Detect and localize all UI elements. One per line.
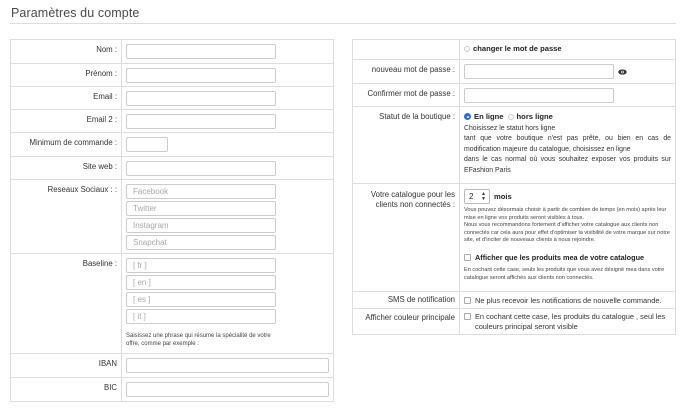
nom-input[interactable] (126, 44, 276, 59)
mea-only-help: En cochant cette case, seuls les produits que vous avez désigné mea dans votre catalogue seront affichés aux clients non connectés. (464, 266, 665, 281)
site-label: Site web : (11, 157, 122, 180)
new-password-input[interactable] (464, 64, 614, 79)
mea-only-label: Afficher que les produits mea de votre catalogue (475, 252, 645, 262)
status-help (464, 124, 671, 176)
email-label: Email : (11, 87, 122, 110)
status-online-label: En ligne (474, 112, 504, 121)
bic-label: BIC (11, 378, 122, 402)
status-help-line2: tant que votre boutique n'est pas prête, ou bien en cas de modification majeure du catalogue, choisissez en ligne (464, 135, 671, 153)
status-online-radio[interactable] (464, 113, 471, 120)
baseline-it-input[interactable] (126, 309, 276, 324)
change-password-label: changer le mot de passe (473, 44, 562, 53)
nom-row (11, 40, 334, 64)
prenom-label: Prénom : (11, 64, 122, 87)
iban-input[interactable] (126, 358, 329, 373)
account-settings-table (352, 39, 676, 335)
instagram-input[interactable] (126, 218, 276, 233)
minimum-row (11, 133, 334, 157)
show-password-icon[interactable] (618, 69, 627, 75)
baseline-fr-input[interactable] (126, 258, 276, 273)
catalogue-months-value: 2 (469, 192, 474, 201)
iban-row (11, 354, 334, 378)
couleur-row (353, 309, 676, 335)
site-input[interactable] (126, 161, 276, 176)
page-title: Paramètres du compte (11, 6, 140, 20)
change-password-row (353, 40, 676, 60)
minimum-input[interactable] (126, 137, 168, 152)
couleur-label: Afficher couleur principale (353, 309, 460, 335)
email2-row (11, 110, 334, 133)
stepper-arrows-icon: ▲ ▼ (481, 190, 486, 202)
sms-label: SMS de notification (353, 292, 460, 309)
mea-only-checkbox[interactable] (464, 254, 471, 261)
baseline-es-input[interactable] (126, 292, 276, 307)
site-row (11, 157, 334, 180)
catalogue-help2: Nous vous recommandons fortement d'afficher votre catalogue aux clients non connectés car cela aura pour effet d'optimiser la visibilité de votre marque sur notre site, et d'inciter de nouveaux clients à nous rejoindre. (464, 222, 670, 244)
email-input[interactable] (126, 91, 276, 106)
nom-label: Nom : (11, 40, 122, 64)
new-password-row (353, 60, 676, 84)
sms-row (353, 292, 676, 309)
baseline-en-input[interactable] (126, 275, 276, 290)
email-row (11, 87, 334, 110)
account-info-table (10, 39, 334, 402)
catalogue-label: Votre catalogue pour les clients non connectés : (353, 184, 460, 292)
bic-row (11, 378, 334, 402)
confirm-password-input[interactable] (464, 88, 614, 103)
status-offline-label: hors ligne (516, 112, 553, 121)
minimum-label: Minimum de commande : (11, 133, 122, 157)
baseline-label: Baseline : (11, 254, 122, 354)
catalogue-unit: mois (494, 192, 512, 201)
baseline-row (11, 254, 334, 354)
prenom-row (11, 64, 334, 87)
title-divider (10, 23, 676, 24)
sms-text: Ne plus recevoir les notifications de nouvelle commande. (475, 296, 662, 305)
social-row (11, 180, 334, 254)
couleur-text: En cochant cette case, les produits du catalogue , seul les couleurs principal seront visible (475, 312, 666, 331)
twitter-input[interactable] (126, 201, 276, 216)
status-row (353, 107, 676, 184)
bic-input[interactable] (126, 382, 329, 397)
status-label: Statut de la boutique : (353, 107, 460, 184)
confirm-password-row (353, 84, 676, 107)
email2-input[interactable] (126, 114, 276, 129)
couleur-checkbox[interactable] (464, 313, 471, 320)
email2-label: Email 2 : (11, 110, 122, 133)
catalogue-help1: Vous pouvez désormais choisir à partir de combien de temps (en mois) après leur mise en ligne vos produits seront visibles à tous. (464, 207, 667, 221)
iban-label: IBAN (11, 354, 122, 378)
facebook-input[interactable] (126, 184, 276, 199)
baseline-help-text: Saisissez une phrase qui résume la spécialité de votre offre, comme par exemple : (126, 333, 271, 347)
status-help-line3: dans le cas normal où vous souhaitez exposer vos produits sur EFashion Paris (464, 156, 671, 174)
status-offline-radio[interactable] (508, 114, 514, 120)
change-password-toggle[interactable] (464, 46, 470, 52)
prenom-input[interactable] (126, 68, 276, 83)
catalogue-row (353, 184, 676, 292)
catalogue-months-stepper[interactable] (464, 189, 490, 204)
social-label: Reseaux Sociaux : : (11, 180, 122, 254)
snapchat-input[interactable] (126, 235, 276, 250)
confirm-password-label: Confirmer mot de passe : (353, 84, 460, 107)
status-help-line1: Choisissez le statut hors ligne (464, 125, 556, 132)
sms-checkbox[interactable] (464, 297, 471, 304)
new-password-label: nouveau mot de passe : (353, 60, 460, 84)
